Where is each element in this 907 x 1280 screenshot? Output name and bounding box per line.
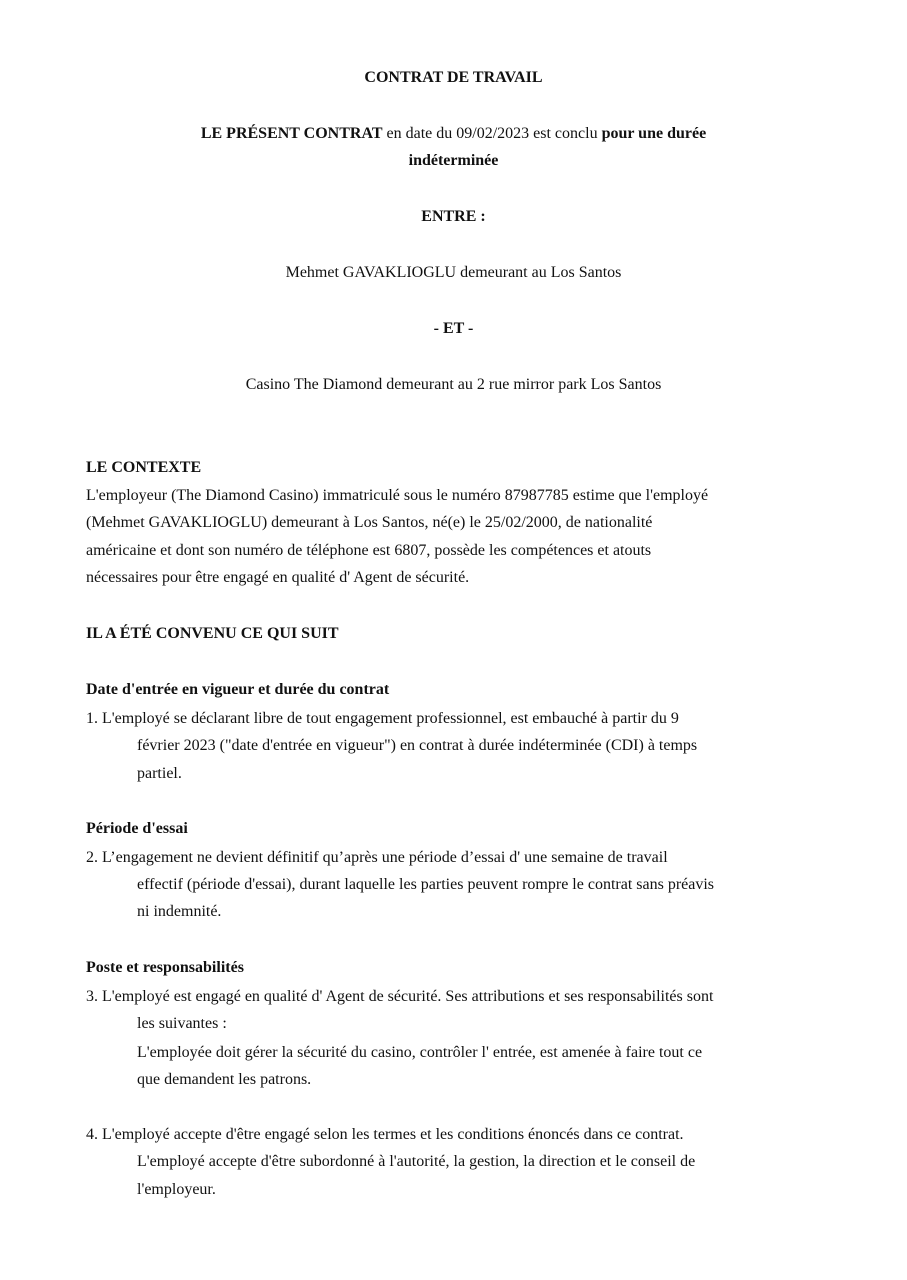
contexte-line: (Mehmet GAVAKLIOGLU) demeurant à Los Santos, né(e) le 25/02/2000, de nationalité [86,514,653,531]
section-3-line: L'employée doit gérer la sécurité du casino, contrôler l' entrée, est amenée à faire tout ce [137,1044,703,1061]
section-2-heading-text: Période d'essai [86,820,188,837]
et-label-text: - ET - [433,320,474,337]
entre-label [0,207,907,227]
entre-label-text: ENTRE : [421,208,486,225]
section-3-heading-text: Poste et responsabilités [86,959,244,976]
section-1-heading-text: Date d'entrée en vigueur et durée du contrat [86,681,390,698]
section-1-line: 1. L'employé se déclarant libre de tout engagement professionnel, est embauché à partir du 9 [86,710,679,727]
intro-duration: indéterminée [408,152,499,169]
section-1-line: février 2023 ("date d'entrée en vigueur") en contrat à durée indéterminée (CDI) à temps [137,737,698,754]
section-3-line: les suivantes : [137,1015,227,1032]
section-4-line: l'employeur. [137,1181,216,1198]
section-2-line: ni indemnité. [137,903,222,920]
section-2-line: 2. L’engagement ne devient définitif qu’après une période d’essai d' une semaine de travail [86,849,668,866]
party-employee: Mehmet GAVAKLIOGLU demeurant au Los Santos [285,264,622,281]
contract-title [0,68,907,88]
convenu-heading [86,624,339,644]
contexte-line: américaine et dont son numéro de téléphone est 6807, possède les compétences et atouts [86,542,652,559]
et-label [0,319,907,339]
section-4-line: L'employé accepte d'être subordonné à l'autorité, la gestion, la direction et le conseil de [137,1153,696,1170]
section-3-heading [86,958,244,978]
party-employer: Casino The Diamond demeurant au 2 rue mirror park Los Santos [245,376,662,393]
intro-line-1 [0,124,907,144]
intro-bold-end: pour une durée [601,125,707,142]
section-3-line: 3. L'employé est engagé en qualité d' Agent de sécurité. Ses attributions et ses responsabilités sont [86,988,714,1005]
intro-bold-start: LE PRÉSENT CONTRAT [200,125,383,142]
contexte-line: L'employeur (The Diamond Casino) immatriculé sous le numéro 87987785 estime que l'employé [86,487,709,504]
section-4-line: 4. L'employé accepte d'être engagé selon les termes et les conditions énoncés dans ce contrat. [86,1126,684,1143]
contexte-heading [86,458,201,478]
intro-line-2 [0,151,907,171]
section-1-heading [86,680,389,700]
section-2-heading [86,819,188,839]
section-1-line: partiel. [137,765,182,782]
contexte-heading-text: LE CONTEXTE [86,459,202,476]
section-3-line: que demandent les patrons. [137,1071,312,1088]
intro-date-text: en date du 09/02/2023 est conclu [382,125,602,142]
convenu-heading-text: IL A ÉTÉ CONVENU CE QUI SUIT [86,625,339,642]
contexte-line: nécessaires pour être engagé en qualité d' Agent de sécurité. [86,569,470,586]
section-2-line: effectif (période d'essai), durant laquelle les parties peuvent rompre le contrat sans préavis [137,876,715,893]
contract-title-text: CONTRAT DE TRAVAIL [364,69,543,86]
